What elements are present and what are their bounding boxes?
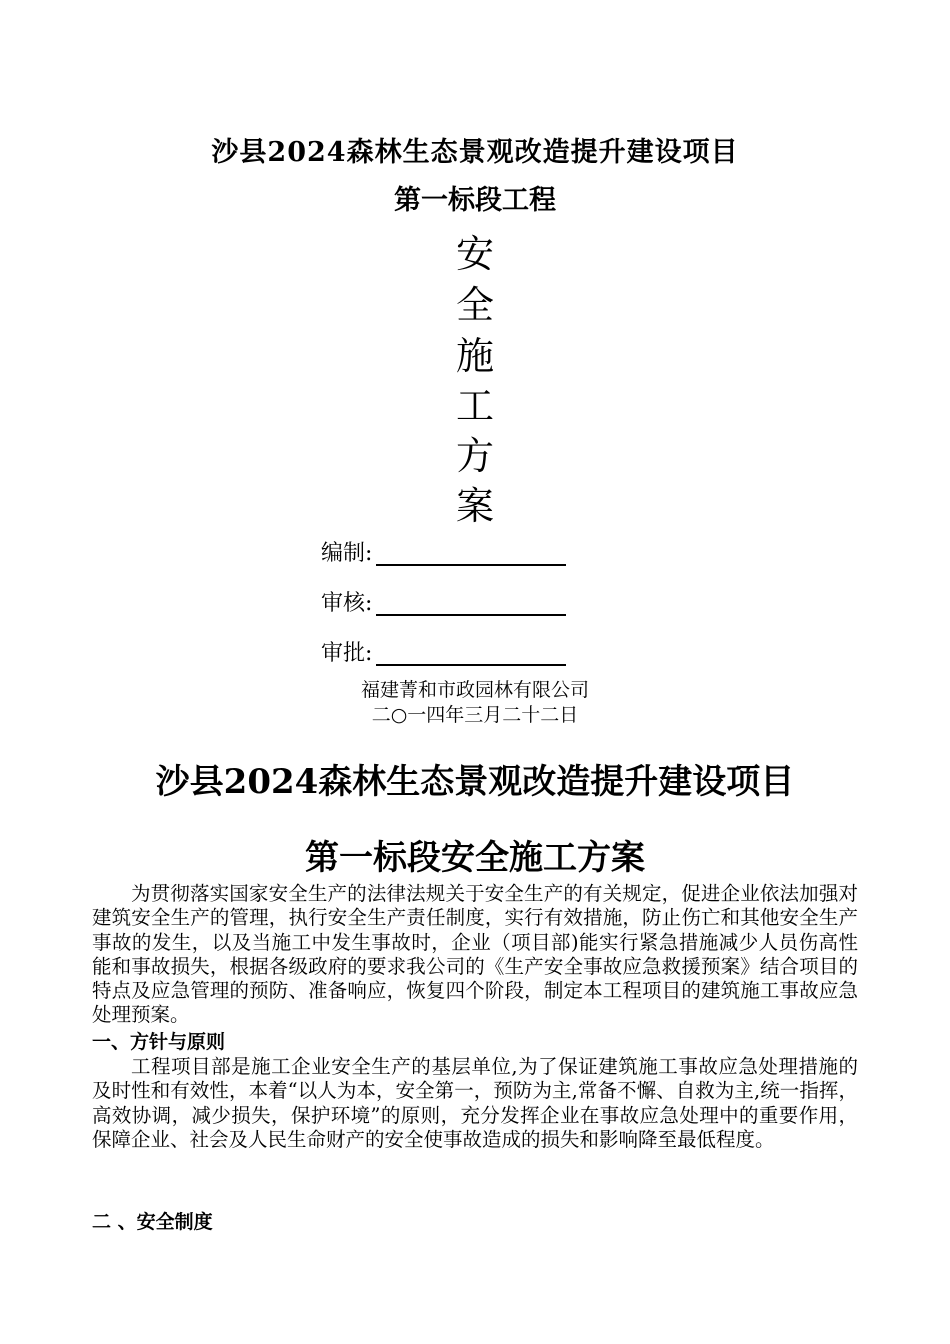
signature-line <box>376 588 566 616</box>
document-date: 二○一四年三月二十二日 <box>371 704 579 726</box>
body-heading-line1: 沙县2024森林生态景观改造提升建设项目 <box>155 762 795 802</box>
section2-title: 二 、安全制度 <box>92 1211 213 1233</box>
cover-big-char: 案 <box>455 484 494 528</box>
cover-big-char: 工 <box>455 384 494 428</box>
signature-row-compiled <box>321 538 566 570</box>
reviewed-by-label: 审核: <box>321 591 373 616</box>
cover-big-char: 方 <box>455 434 494 478</box>
cover-big-char: 安 <box>455 232 494 276</box>
approved-by-label: 审批: <box>321 641 373 666</box>
cover-title-line2: 第一标段工程 <box>394 185 556 216</box>
signature-line <box>376 538 566 566</box>
signature-line <box>376 638 566 666</box>
signature-row-reviewed <box>321 588 566 620</box>
section1-title: 一、方针与原则 <box>92 1031 226 1053</box>
cover-big-char: 施 <box>455 334 494 378</box>
compiled-by-label: 编制: <box>321 541 373 566</box>
body-heading-line2: 第一标段安全施工方案 <box>305 838 645 878</box>
intro-paragraph: 为贯彻落实国家安全生产的法律法规关于安全生产的有关规定，促进企业依法加强对建筑安全生产的管理，执行安全生产责任制度，实行有效措施，防止伤亡和其他安全生产事故的发生，以及当施工中发生事故时，企业（项目部)能实行紧急措施减少人员伤高性能和事故损失，根据各级政府的要求我公司的《生产安全事故应急救援预案》结合项目的特点及应急管理的预防、准备响应，恢复四个阶段，制定本工程项目的建筑施工事故应急处理预案。 <box>92 882 858 1027</box>
company-name: 福建菁和市政园林有限公司 <box>360 679 589 701</box>
cover-title-line1: 沙县2024森林生态景观改造提升建设项目 <box>211 137 739 168</box>
cover-big-char: 全 <box>455 283 494 327</box>
section1-paragraph: 工程项目部是施工企业安全生产的基层单位,为了保证建筑施工事故应急处理措施的及时性和有效性，本着“以人为本，安全第一，预防为主,常备不懈、自救为主,统一指挥，高效协调，减少损失，保护环境”的原则，充分发挥企业在事故应急处理中的重要作用，保障企业、社会及人民生命财产的安全使事故造成的损失和影响降至最低程度。 <box>92 1055 858 1151</box>
signature-row-approved <box>321 638 566 670</box>
